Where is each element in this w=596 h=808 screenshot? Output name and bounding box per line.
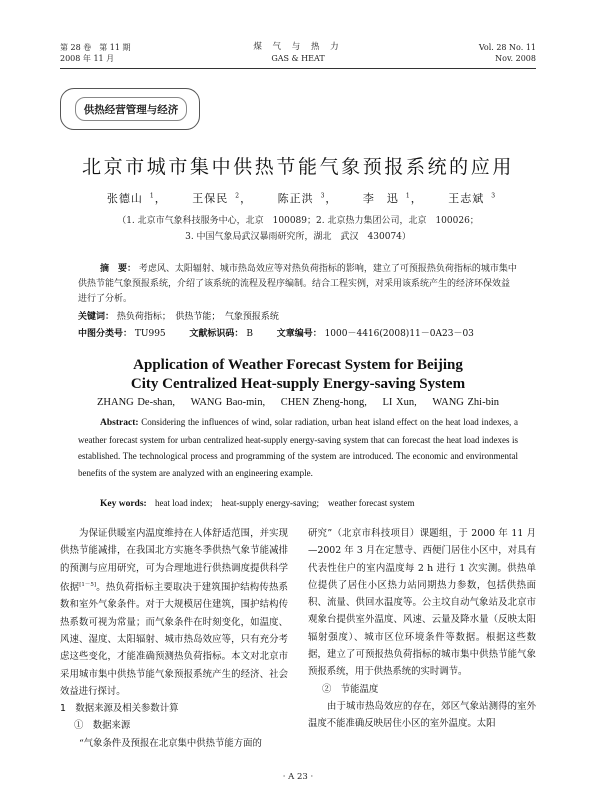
journal-name-cn: 煤 气 与 热 力 (253, 42, 343, 52)
abstract-en-label: Abstract: (100, 418, 139, 428)
author-en: ZHANG De-shan, (96, 397, 175, 408)
keywords-cn (78, 309, 279, 322)
column-label: 供热经营管理与经济 (83, 104, 179, 116)
keywords-en-label: Key words: (100, 499, 147, 509)
body-paragraph: “气象条件及预报在北京集中供热节能方面的 (79, 737, 262, 749)
body-column-left (60, 525, 288, 752)
header-rule (60, 68, 536, 69)
affiliation-line-2: 3. 中国气象局武汉暴雨研究所，湖北 武汉 430074） (185, 232, 411, 242)
volume-issue-en: Vol. 28 No. 11 (478, 43, 536, 52)
clc-value: TU995 (134, 329, 166, 339)
authors-en (0, 397, 596, 408)
author-en: WANG Bao-min, (190, 397, 266, 408)
page-number: · A 23 · (282, 772, 314, 782)
issue-date: 2008 年 11 月 (60, 54, 115, 63)
body-paragraph: 研究”（北京市科技项目）课题组，于 2000 年 11 月—2002 年 3 月在定慧寺、西便门居住小区中，对具有代表性住户的室内温度每 2 h 进行 1 次实测。供热单位提供了居住小区热力站同期热力参数，包括供热面积、流量、供回水温度等。公主坟自动气象站及北京市观象台提供室外温度、风速、云量及降水量（反映太阳辐射强度）、城市区位环境条件等数据。根据这些数据，建立了可预报热负荷指标的城市集中供热节能气象预报系统，用于供热系统的实时调节。 (308, 528, 536, 678)
body-column-right (308, 525, 536, 733)
doc-code-label: 文献标识码： (189, 329, 244, 339)
keywords-cn-label: 关键词： (78, 312, 115, 322)
author-cn: 陈正洪 $^3$， (277, 192, 338, 205)
author-cn: 王保民 $^2$， (192, 192, 253, 205)
issue-date-en: Nov. 2008 (495, 54, 536, 63)
subsection-heading: ② 节能温度 (322, 683, 379, 695)
title-cn: 北京市城市集中供热节能气象预报系统的应用 (81, 156, 514, 178)
section-heading: 1 数据来源及相关参数计算 (60, 703, 179, 715)
author-cn: 李 迅 $^1$， (362, 192, 423, 205)
citation: [1－5] (79, 581, 96, 588)
authors-cn (0, 190, 596, 206)
journal-name-en: GAS & HEAT (271, 54, 325, 63)
abstract-cn-label: 摘 要： (100, 264, 137, 274)
column-label-inner-frame (75, 97, 187, 121)
doc-code-value: B (246, 329, 253, 339)
author-en: WANG Zhi-bin (432, 397, 499, 408)
header-right (479, 42, 536, 64)
affiliation-line-1: （1. 北京市气象科技服务中心，北京 100089；2. 北京热力集团公司，北京 100026； (117, 216, 479, 226)
abstract-cn-text: 考虑风、太阳辐射、城市热岛效应等对热负荷指标的影响，建立了可预报热负荷指标的城市集中供热节能气象预报系统，介绍了该系统的流程及程序编制。结合工程实例，对采用该系统产生的经济环保效益进行了分析。 (78, 264, 517, 304)
keywords-en (100, 496, 414, 509)
body-paragraph: 为保证供暖室内温度维持在人体舒适范围，并实现供热节能减排，在我国北方实施冬季供热气象节能减排的预测与应用研究，可为合理地进行供热调度提供科学依据[1－5]。热负荷指标主要取决于建筑围护结构传热系数和室外气象条件。对于大规模居住建筑，围护结构传热系数可视为常量；而气象条件在时刻变化，如温度、风速、湿度、太阳辐射、城市热岛效应等，只有充分考虑这些变化，才能准确预测热负荷指标。本文对北京市采用城市集中供热节能气象预报系统产生的经济、社会效益进行探讨。 (60, 528, 288, 697)
author-en: LI Xun, (382, 397, 417, 408)
author-cn: 张德山 $^1$， (106, 192, 167, 205)
abstract-en-text: Considering the influences of wind, solar radiation, urban heat island effect on the heat load indexes, a weather forecast system for urban centralized heat-supply energy-saving system that can forecast the heat load indexes is established. The technological process and programming of the system are introduced. The economic and environmental benefits of the system are analyzed with an engineering example. (78, 417, 518, 478)
abstract-en (78, 414, 518, 481)
article-no-label: 文章编号： (276, 329, 322, 339)
title-en-line-2: City Centralized Heat-supply Energy-saving System (130, 376, 466, 392)
keywords-cn-text: 热负荷指标； 供热节能； 气象预报系统 (116, 312, 279, 322)
keywords-en-text: heat load index; heat-supply energy-saving; weather forecast system (154, 498, 415, 508)
classification-line (78, 326, 474, 339)
author-en: CHEN Zheng-hong, (280, 397, 367, 408)
title-en-line-1: Application of Weather Forecast System for Beijing (133, 357, 463, 373)
clc-label: 中图分类号： (78, 329, 133, 339)
author-cn: 王志斌 $^3$ (448, 192, 497, 205)
abstract-cn (78, 262, 518, 307)
body-paragraph: 由于城市热岛效应的存在，郊区气象站测得的室外温度不能准确反映居住小区的室外温度。太阳 (308, 700, 536, 730)
subsection-heading: ① 数据来源 (74, 720, 131, 732)
volume-issue: 第 28 卷 第 11 期 (60, 43, 131, 52)
article-no-value: 1000－4416(2008)11－0A23－03 (324, 329, 474, 339)
column-label-box (60, 88, 200, 130)
